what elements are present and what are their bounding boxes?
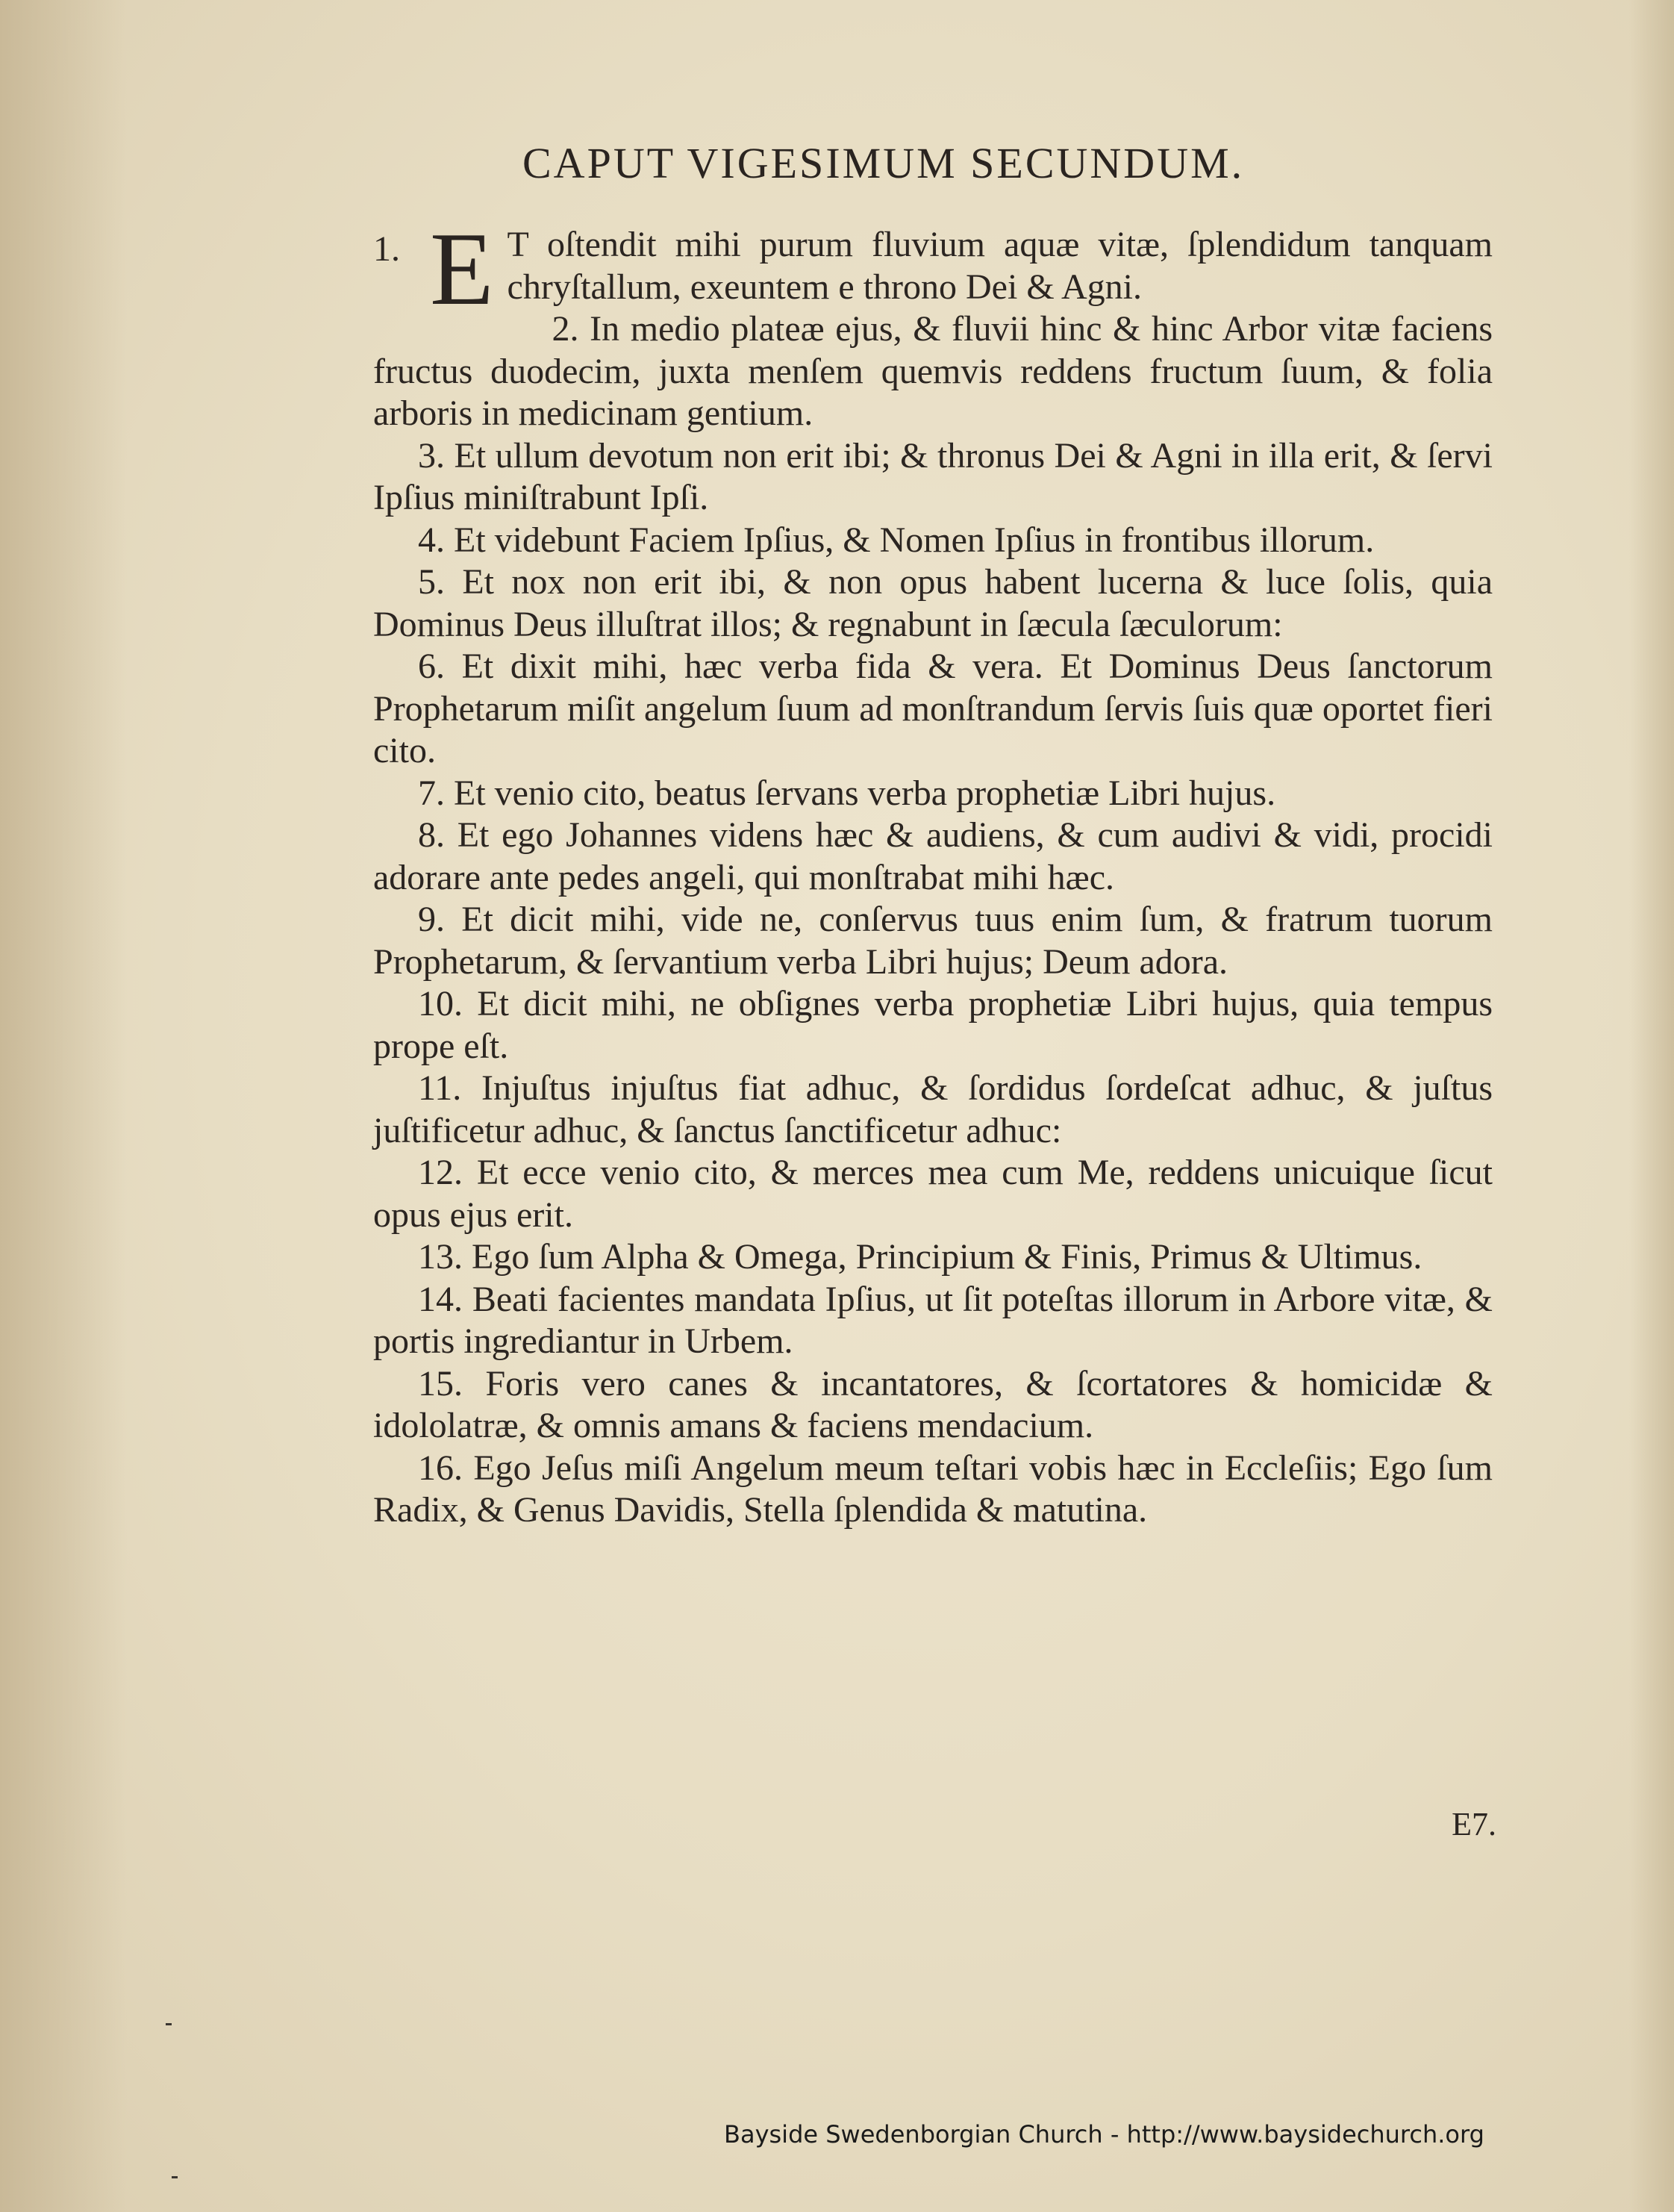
- verse-14: [373, 1279, 1493, 1363]
- verse-13: [373, 1236, 1493, 1279]
- verse-body: [373, 211, 1493, 1532]
- verse-5: [373, 561, 1493, 646]
- verse-text: Et dixit mihi, hæc verba fida & vera. Et Dominus Deus ſanctorum Prophetarum miſit angelum ſuum ad monſtrandum ſervis ſuis quæ oportet fieri cito.: [373, 647, 1493, 770]
- verse-number: 14.: [418, 1279, 463, 1319]
- verse-8: [373, 814, 1493, 899]
- page-speck: [172, 2176, 178, 2178]
- verse-text: Et ego Johannes videns hæc & audiens, & cum audivi & vidi, procidi adorare ante pedes angeli, qui monſtrabat mihi hæc.: [373, 815, 1493, 897]
- verse-15: [373, 1363, 1493, 1448]
- verse-7: [373, 773, 1493, 815]
- verse-number: 10.: [418, 984, 463, 1024]
- verse-number: 2.: [552, 309, 579, 349]
- source-watermark: Bayside Swedenborgian Church - http://www.baysidechurch.org: [724, 2120, 1484, 2149]
- verse-text: Et videbunt Faciem Ipſius, & Nomen Ipſius in frontibus illorum.: [454, 520, 1375, 560]
- verse-number: 15.: [418, 1363, 463, 1403]
- verse-6: [373, 646, 1493, 773]
- page-edge-shadow: [1629, 0, 1674, 2212]
- verse-2: [373, 308, 1493, 435]
- page-speck: [166, 2023, 172, 2025]
- verse-number: 16.: [418, 1448, 463, 1488]
- verse-number: 4.: [418, 520, 445, 560]
- verse-16: [373, 1448, 1493, 1532]
- verse-text: Et nox non erit ibi, & non opus habent lucerna & luce ſolis, quia Dominus Deus illuſtrat illos; & regnabunt in ſæcula ſæculorum:: [373, 562, 1493, 644]
- drop-capital: E: [430, 211, 494, 327]
- verse-12: [373, 1152, 1493, 1236]
- verse-text: T oſtendit mihi purum fluvium aquæ vitæ, ſplendidum tanquam chryſtallum, exeuntem e throno Dei & Agni.: [507, 225, 1493, 307]
- verse-number: 6.: [418, 647, 445, 686]
- verse-number: 3.: [418, 435, 445, 476]
- verse-text: Ego Jeſus miſi Angelum meum teſtari vobis hæc in Eccleſiis; Ego ſum Radix, & Genus Davidis, Stella ſplendida & matutina.: [373, 1448, 1493, 1530]
- verse-text: Et ecce venio cito, & merces mea cum Me, reddens unicuique ſicut opus ejus erit.: [373, 1153, 1493, 1235]
- verse-text: Ego ſum Alpha & Omega, Principium & Finis, Primus & Ultimus.: [472, 1237, 1422, 1277]
- verse-number: 7.: [418, 773, 445, 813]
- chapter-heading: CAPUT VIGESIMUM SECUNDUM.: [522, 139, 1245, 187]
- verse-text: Injuſtus injuſtus fiat adhuc, & ſordidus ſordeſcat adhuc, & juſtus juſtificetur adhuc, & ſanctus ſanctificetur adhuc:: [373, 1068, 1493, 1150]
- verse-text: Et dicit mihi, ne obſignes verba prophetiæ Libri hujus, quia tempus prope eſt.: [373, 984, 1493, 1066]
- verse-text: In medio plateæ ejus, & fluvii hinc & hinc Arbor vitæ faciens fructus duodecim, juxta menſem quemvis reddens fructum ſuum, & folia arboris in medicinam gentium.: [373, 309, 1493, 433]
- verse-number: 13.: [418, 1237, 463, 1277]
- verse-4: [373, 520, 1493, 562]
- verse-text: Et ullum devotum non erit ibi; & thronus Dei & Agni in illa erit, & ſervi Ipſius miniſtrabunt Ipſi.: [373, 435, 1493, 517]
- verse-number: 11.: [418, 1068, 462, 1108]
- verse-11: [373, 1068, 1493, 1152]
- verse-number: 9.: [418, 900, 445, 939]
- verse-text: Foris vero canes & incantatores, & ſcortatores & homicidæ & idololatræ, & omnis amans & faciens mendacium.: [373, 1363, 1493, 1445]
- printer-signature-mark: E7.: [1452, 1806, 1496, 1842]
- verse-number: 12.: [418, 1153, 463, 1192]
- verse-1: [373, 211, 1493, 327]
- verse-number: 1.: [373, 229, 400, 269]
- verse-text: Et venio cito, beatus ſervans verba prophetiæ Libri hujus.: [454, 773, 1276, 813]
- gutter-shadow: [0, 0, 127, 2212]
- verse-3: [373, 435, 1493, 520]
- verse-10: [373, 983, 1493, 1068]
- verse-text: Et dicit mihi, vide ne, conſervus tuus enim ſum, & fratrum tuorum Prophetarum, & ſervantium verba Libri hujus; Deum adora.: [373, 900, 1493, 982]
- verse-9: [373, 899, 1493, 983]
- verse-number: 8.: [418, 815, 445, 855]
- verse-number: 5.: [418, 562, 445, 602]
- verse-text: Beati facientes mandata Ipſius, ut ſit poteſtas illorum in Arbore vitæ, & portis ingrediantur in Urbem.: [373, 1279, 1493, 1361]
